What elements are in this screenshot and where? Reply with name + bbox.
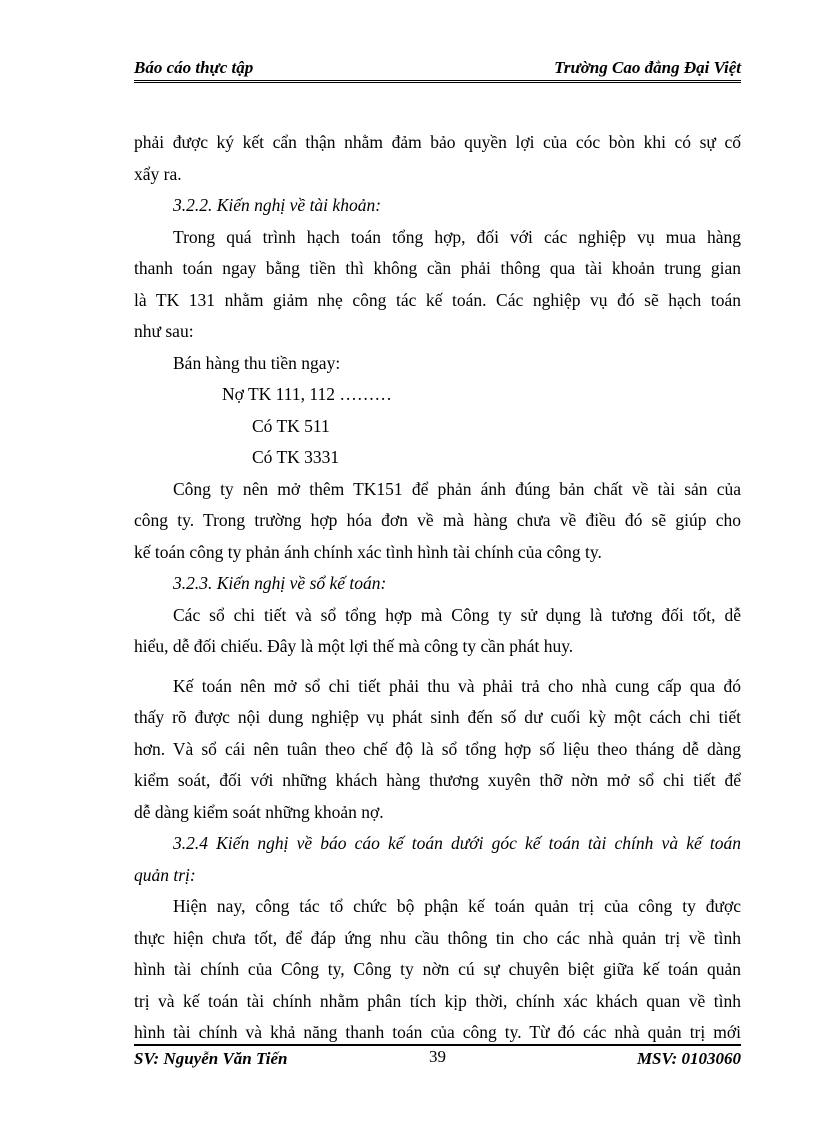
page-footer bbox=[134, 1044, 741, 1072]
paragraph-line: Trong quá trình hạch toán tổng hợp, đối với các nghiệp vụ mua hàng bbox=[173, 226, 741, 247]
page-number: 39 bbox=[429, 1047, 446, 1066]
paragraph-line: hiểu, dễ đối chiếu. Đây là một lợi thế mà công ty cần phát huy. bbox=[134, 636, 574, 656]
footer-student-name: SV: Nguyễn Văn Tiến bbox=[134, 1049, 288, 1068]
section-heading-3-2-2: 3.2.2. Kiến nghị về tài khoản: bbox=[173, 195, 382, 215]
accounting-entry-credit: Có TK 511 bbox=[252, 415, 330, 436]
paragraph-line: Hiện nay, công tác tổ chức bộ phận kế toán quản trị của công ty được bbox=[173, 896, 741, 916]
paragraph-line: Các sổ chi tiết và sổ tổng hợp mà Công ty sử dụng là tương đối tốt, dễ bbox=[173, 604, 741, 625]
header-report-title: Báo cáo thực tập bbox=[134, 58, 254, 77]
paragraph-line: như sau: bbox=[134, 321, 194, 341]
paragraph-line: hình tài chính của Công ty, Công ty nờn cú sự chuyên biệt giữa kế toán quản bbox=[134, 959, 741, 979]
paragraph-line: công ty. Trong trường hợp hóa đơn về mà hàng chưa về điều đó sẽ giúp cho bbox=[134, 510, 741, 530]
paragraph-line: trị và kế toán tài chính nhằm phân tích kịp thời, chính xác khách quan về tình bbox=[134, 990, 741, 1011]
document-body bbox=[134, 127, 741, 1049]
paragraph-line: phải được ký kết cẩn thận nhằm đảm bảo quyền lợi của cóc bòn khi có sự cố bbox=[134, 132, 741, 152]
accounting-entry-debit: Nợ TK 111, 112 ……… bbox=[222, 384, 392, 404]
section-heading-3-2-3: 3.2.3. Kiến nghị về sổ kế toán: bbox=[173, 573, 387, 593]
paragraph-line: là TK 131 nhằm giảm nhẹ công tác kế toán. Các nghiệp vụ đó sẽ hạch toán bbox=[134, 289, 741, 310]
paragraph-line: Công ty nên mở thêm TK151 để phản ánh đúng bản chất về tài sản của bbox=[173, 478, 741, 499]
page-header bbox=[134, 54, 741, 83]
paragraph-line: thấy rõ được nội dung nghiệp vụ phát sinh đến số dư cuối kỳ một cách chi tiết bbox=[134, 707, 741, 727]
section-heading-continuation: quản trị: bbox=[134, 864, 196, 885]
paragraph-line: Bán hàng thu tiền ngay: bbox=[173, 352, 341, 373]
footer-student-id: MSV: 0103060 bbox=[636, 1049, 741, 1068]
paragraph-line: Kế toán nên mở sổ chi tiết phải thu và phải trả cho nhà cung cấp qua đó bbox=[173, 675, 741, 696]
paragraph-line: hình tài chính và khả năng thanh toán của công ty. Từ đó các nhà quản trị mới bbox=[134, 1022, 741, 1042]
paragraph-line: xẩy ra. bbox=[134, 163, 182, 184]
accounting-entry-credit: Có TK 3331 bbox=[252, 447, 340, 467]
paragraph-line: dễ dàng kiểm soát những khoản nợ. bbox=[134, 801, 384, 822]
paragraph-line: thực hiện chưa tốt, để đáp ứng nhu cầu thông tin cho các nhà quản trị về tình bbox=[134, 927, 741, 948]
header-school-name: Trường Cao đẳng Đại Việt bbox=[554, 58, 741, 77]
paragraph-line: thanh toán ngay bằng tiền thì không cần phải thông qua tài khoản trung gian bbox=[134, 258, 741, 278]
paragraph-line: kế toán công ty phản ánh chính xác tình hình tài chính của công ty. bbox=[134, 541, 602, 562]
section-heading-3-2-4: 3.2.4 Kiến nghị về báo cáo kế toán dưới góc kế toán tài chính và kế toán bbox=[173, 833, 741, 853]
paragraph-line: hơn. Và sổ cái nên tuân theo chế độ là sổ tổng hợp số liệu theo tháng dễ dàng bbox=[134, 738, 741, 759]
paragraph-line: kiểm soát, đối với những khách hàng thương xuyên thỡ nờn mở sổ chi tiết để bbox=[134, 770, 741, 790]
